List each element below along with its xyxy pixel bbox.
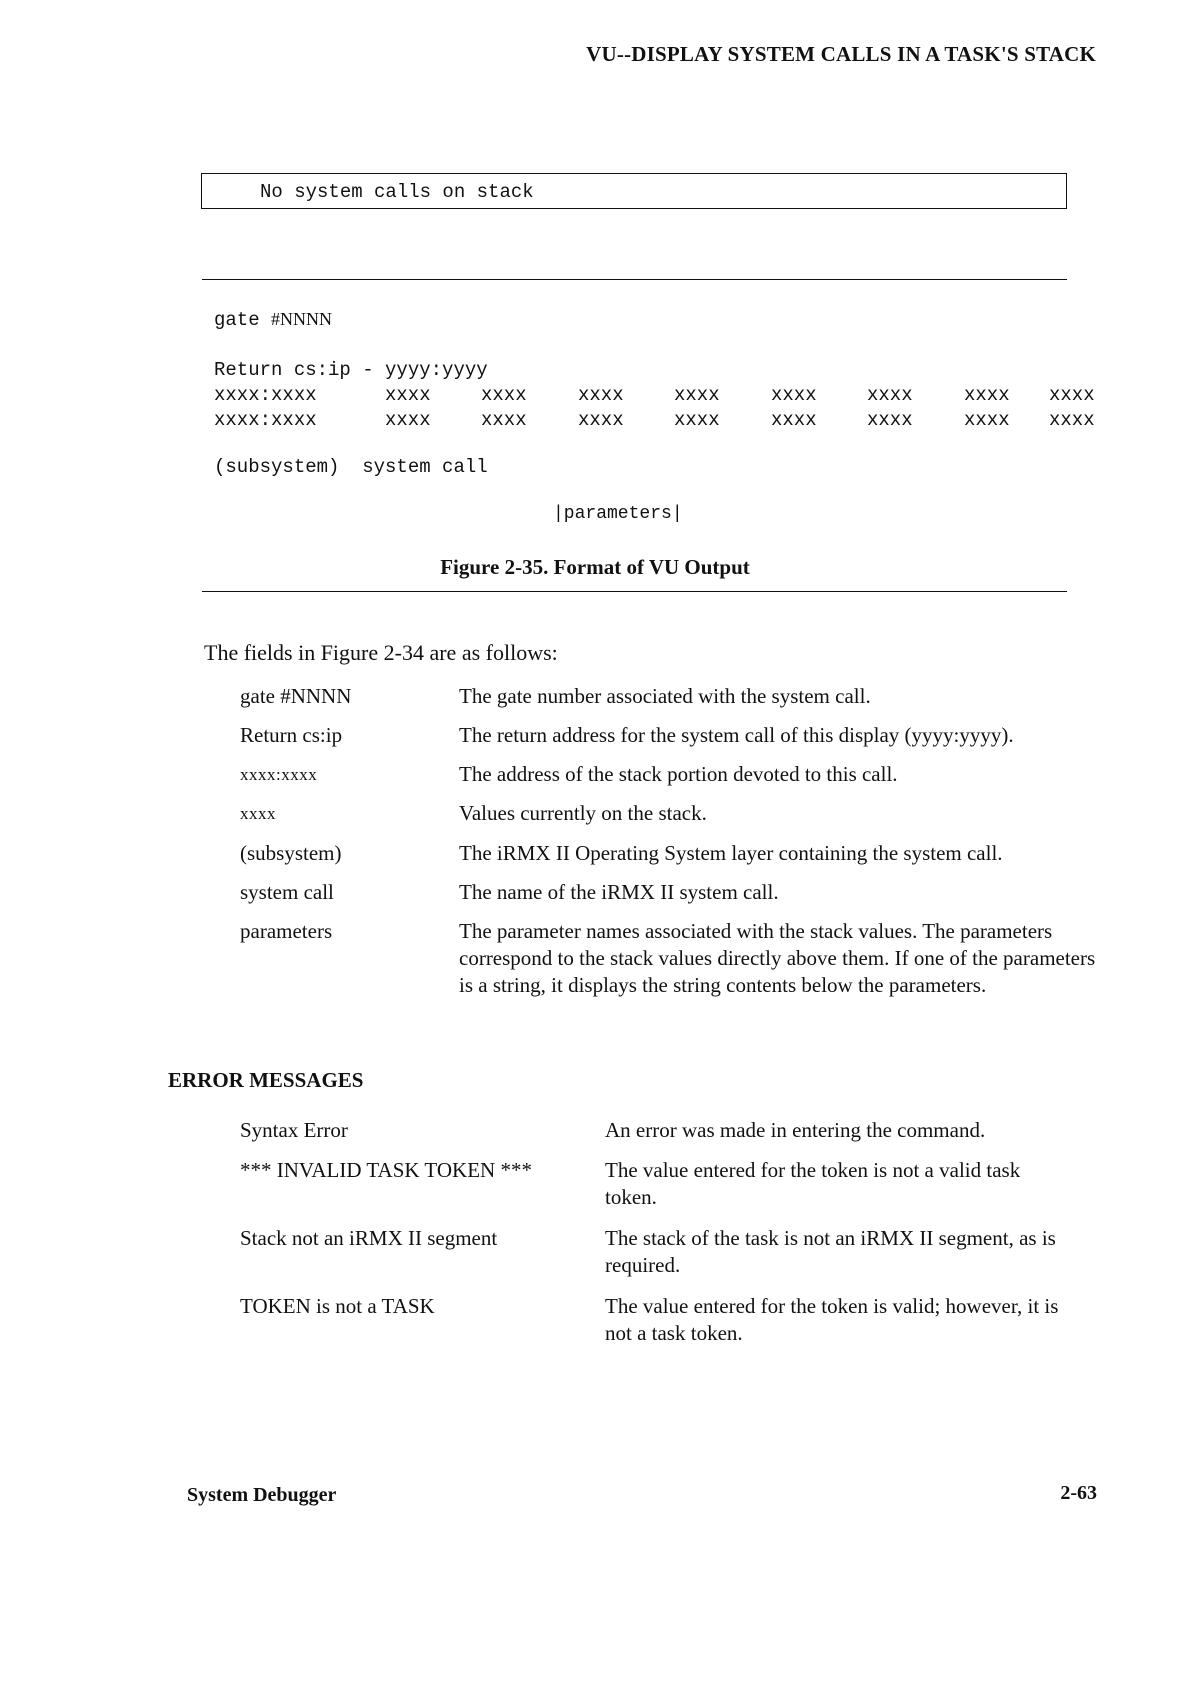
error-description: The value entered for the token is valid; however, it is not a task token. [605,1294,1059,1345]
field-term: xxxx [240,804,276,823]
field-description: The name of the iRMX II system call. [459,880,779,904]
format-return-line: Return cs:ip - yyyy:yyyy [214,359,488,381]
stack-value-cell: xxxx [964,384,1010,406]
stack-value-cell: xxxx [481,384,527,406]
stack-value-cell: xxxx [1049,409,1095,431]
figure-bottom-rule [202,591,1067,592]
stack-value-cell: xxxx [385,409,431,431]
address-cell: xxxx:xxxx [214,384,317,406]
error-message: *** INVALID TASK TOKEN *** [240,1158,532,1182]
footer-page-number: 2-63 [1060,1482,1097,1504]
figure-caption: Figure 2-35. Format of VU Output [440,555,750,579]
no-calls-display-box [201,173,1067,209]
field-term: parameters [240,919,333,943]
stack-value-cell: xxxx [674,384,720,406]
stack-value-cell: xxxx [771,384,817,406]
field-description: The address of the stack portion devoted to this call. [459,762,898,786]
error-message: TOKEN is not a TASK [240,1294,435,1318]
error-message: Stack not an iRMX II segment [240,1226,498,1250]
stack-value-cell: xxxx [1049,384,1095,406]
gate-prefix: gate [214,309,272,331]
figure-top-rule [202,279,1067,280]
error-messages-heading: ERROR MESSAGES [168,1068,364,1092]
field-term: xxxx:xxxx [240,765,318,784]
field-description: The gate number associated with the system call. [459,684,871,708]
no-calls-message: No system calls on stack [260,181,534,203]
stack-value-cell: xxxx [385,384,431,406]
stack-value-cell: xxxx [578,384,624,406]
stack-value-cell: xxxx [674,409,720,431]
stack-value-cell: xxxx [964,409,1010,431]
footer-book-title: System Debugger [187,1484,337,1506]
field-term: system call [240,880,334,904]
field-description: The iRMX II Operating System layer containing the system call. [459,841,1003,865]
stack-value-cell: xxxx [481,409,527,431]
format-subsystem-line: (subsystem) system call [214,456,488,478]
field-term: Return cs:ip [240,723,343,747]
error-description: The stack of the task is not an iRMX II segment, as is required. [605,1226,1056,1277]
stack-value-cell: xxxx [867,384,913,406]
format-gate-line [214,309,332,331]
format-parameters-line: |parameters| [553,504,683,524]
field-description: The parameter names associated with the stack values. The parameters correspond to the stack values directly above them. If one of the parameters is a string, it displays the string contents below the parameters. [459,919,1096,997]
error-message: Syntax Error [240,1118,348,1142]
field-term: (subsystem) [240,841,342,865]
gate-value: #NNNN [271,309,333,329]
stack-value-cell: xxxx [867,409,913,431]
stack-value-cell: xxxx [771,409,817,431]
stack-value-cell: xxxx [578,409,624,431]
fields-intro: The fields in Figure 2-34 are as follows: [204,640,558,665]
address-cell: xxxx:xxxx [214,409,317,431]
page-header-title: VU--DISPLAY SYSTEM CALLS IN A TASK'S STACK [586,42,1096,66]
field-description: Values currently on the stack. [459,801,707,825]
field-term: gate #NNNN [240,684,352,708]
field-description: The return address for the system call of this display (yyyy:yyyy). [459,723,1014,747]
error-description: The value entered for the token is not a valid task token. [605,1158,1021,1209]
error-description: An error was made in entering the command. [605,1118,986,1142]
